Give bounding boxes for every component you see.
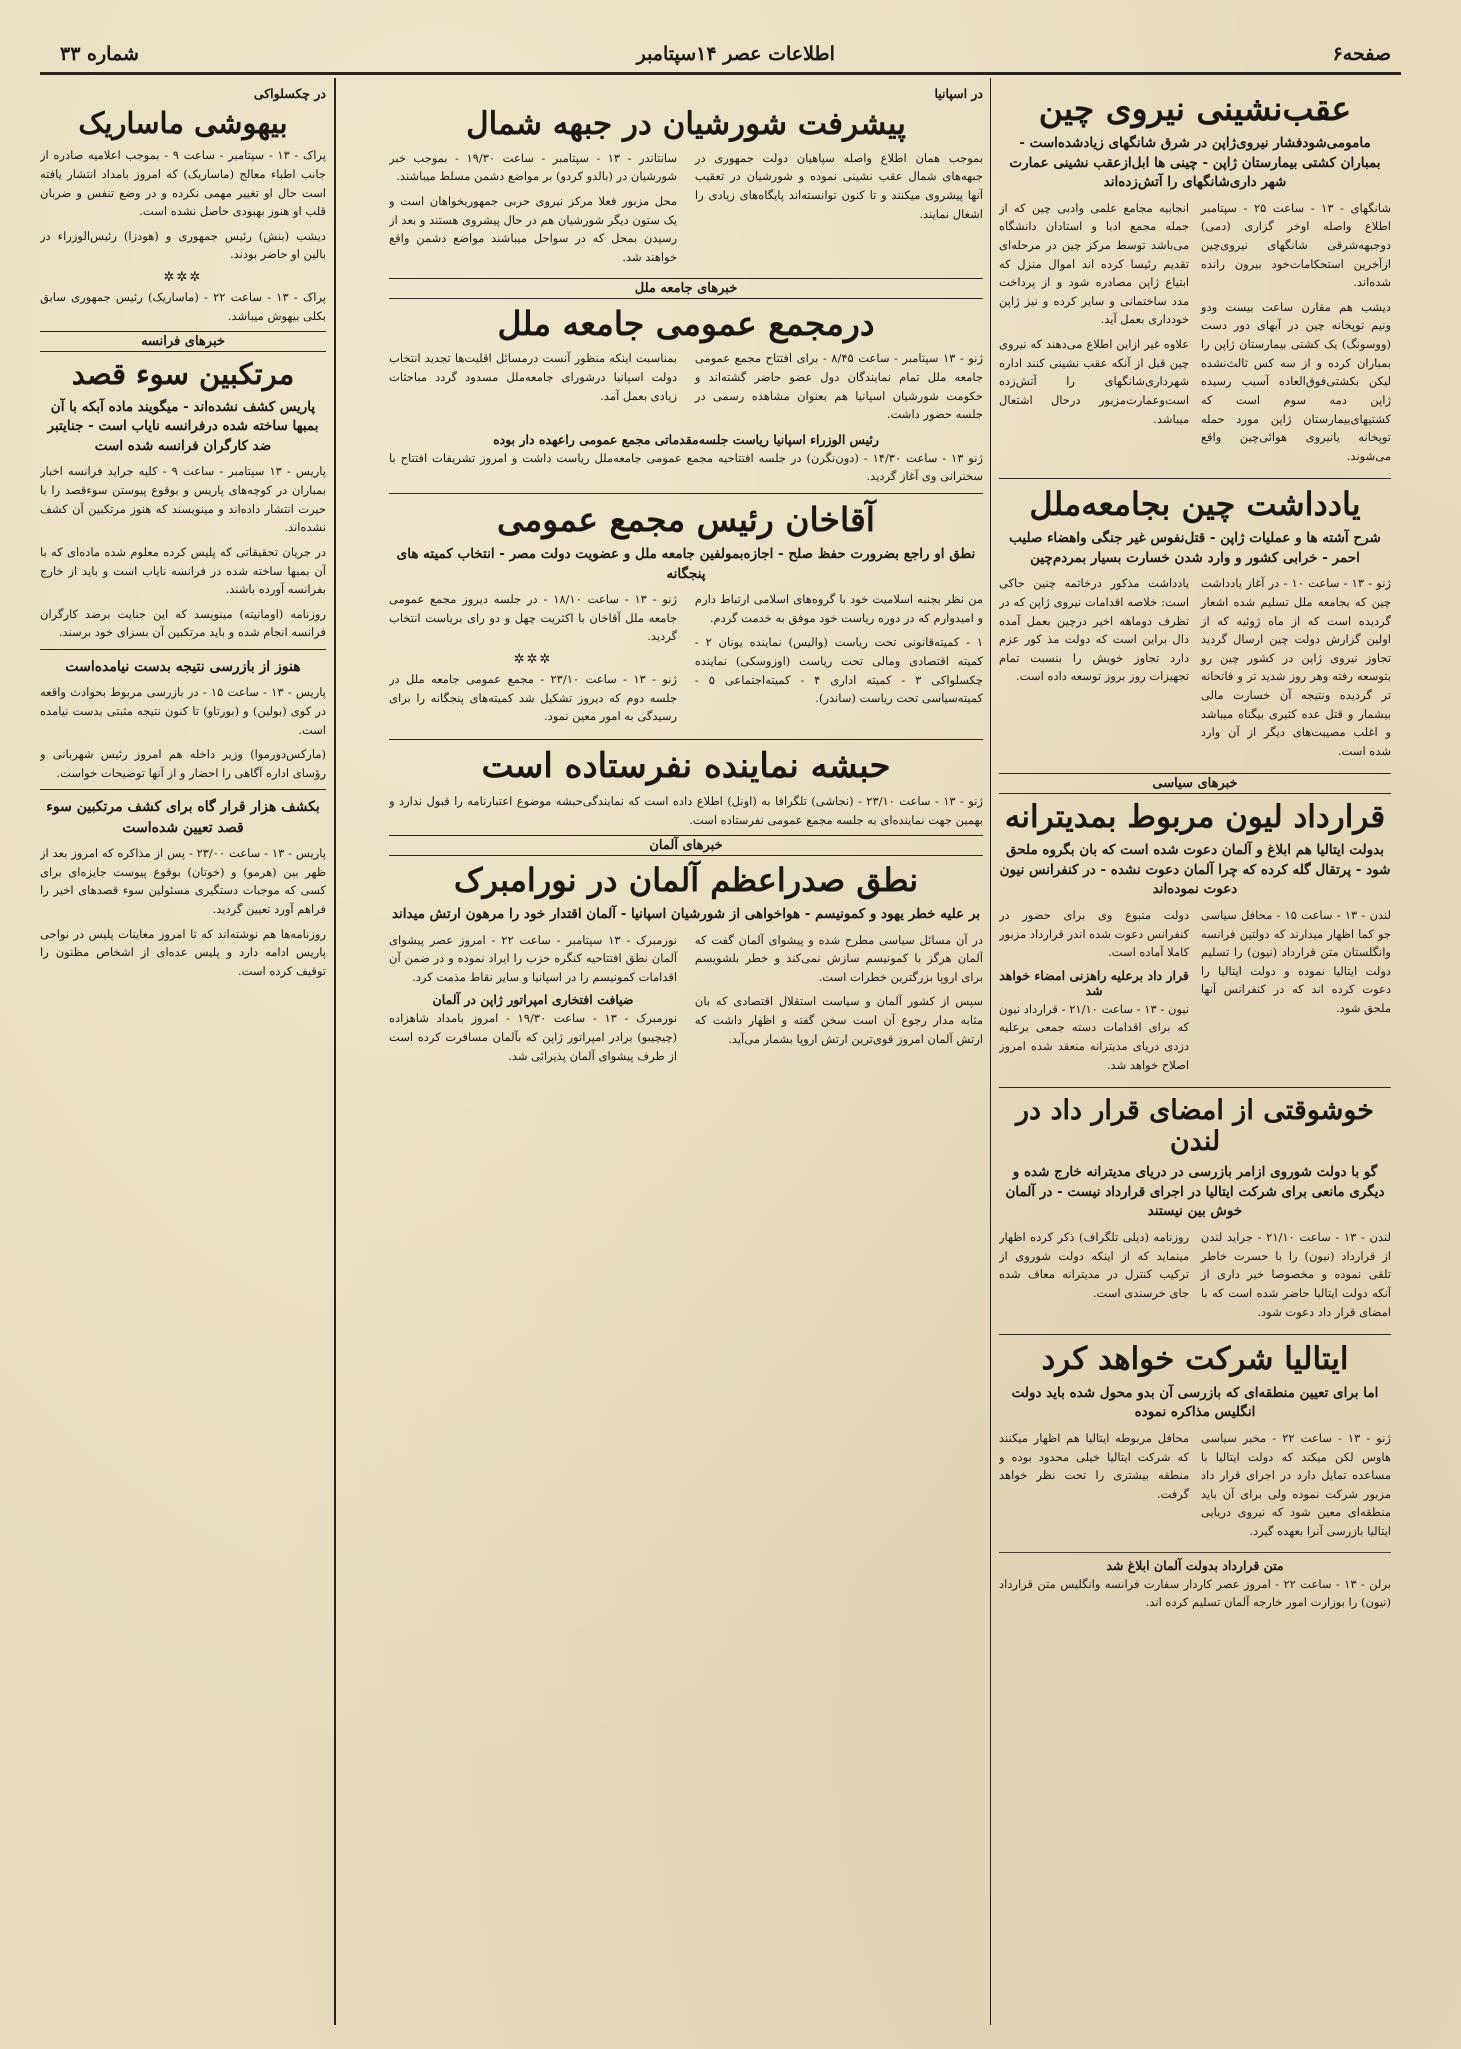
headline: یادداشت چین بجامعه‌ملل <box>1029 485 1361 524</box>
headline: بکشف هزار قرار گاه برای کشف مرتکبین سوء قصد تعیین شده‌است <box>46 799 320 836</box>
star-separator: ✲✲✲ <box>513 652 553 668</box>
article-rebels-advance <box>389 86 983 272</box>
subheadline: شرح آشته ها و عملیات ژاپن - قتل‌نفوس غیر جنگی واهضاء صلیب احمر - خرابی کشور و وارد شدن خسارت بسیار بمردم‌چین <box>1009 530 1381 566</box>
headline: هنوز از بازرسی نتیجه بدست نیامده‌است <box>65 659 301 675</box>
inline-heading: ضیافت افتخاری امپراتور ژاپن در آلمان <box>432 992 634 1008</box>
kicker: در چکسلواکی <box>253 86 326 101</box>
article-text: روزنامه (اومانیته) مینویسد که این جنایت برضد کارگران فرانسه انجام شده و باید مرتکبین آن بسزای خود برسند. <box>40 606 326 640</box>
paper-date: اطلاعات عصر ۱۴سپتامبر <box>636 43 835 65</box>
article-text: برلن - ۱۳ - ساعت ۲۲ - امروز عصر کاردار سفارت فرانسه وانگلیس متن قرارداد (نیون) را بوزارت امور خارجه آلمان تسلیم کرده اند. <box>999 1576 1391 1610</box>
kicker: در اسپانیا <box>934 86 983 101</box>
subheadline: بدولت ایتالیا هم ابلاغ و آلمان دعوت شده است که بان بگروه ملحق شود - پرتقال گله کرده که چرا آلمان دعوت نشده - در کنفرانس نیون دعوت نموده‌اند <box>999 842 1391 898</box>
headline: بیهوشی ماساریک <box>78 106 288 140</box>
column-rule-right <box>990 78 992 2025</box>
article-text: بمناسبت اینکه منظور آنست درمسائل اقلیت‌ها تجدید انتخاب دولت اسپانیا درشورای جامعه‌ملل مسدود گردد مباحثات زیادی بعمل آمد. <box>389 351 678 403</box>
article-text: محافل مربوطه ایتالیا هم اظهار میکنند که شرکت ایتالیا خیلی محدود بوده و منطقه بیشتری را تحت نظر خواهد گرفت. <box>999 1430 1190 1501</box>
article-text: نورمبرک - ۱۳ سپتامبر - ساعت ۲۲ - امروز عصر پیشوای آلمان نطق افتتاحیه کنگره حزب را ایراد نموده و در ضمن آن اقدامات کمونیسم را در اسپانیا و سایر نقاط مذمت کرد. <box>389 932 678 984</box>
divider <box>40 789 326 790</box>
subheadline: بر علیه خطر یهود و کمونیسم - هواخواهی از شورشیان اسپانیا - آلمان اقتدار خود را مرهون ارتش میداند <box>391 906 981 923</box>
article-masaryk <box>40 107 326 325</box>
article-london-satisfaction <box>999 1095 1391 1327</box>
article-text: روزنامه (دیلی تلگراف) ذکر کرده اظهار مینماید که از اینکه دولت شوروی از ترکیب کنترل در مدیترانه معاف شده جای خرسندی است. <box>999 1230 1190 1300</box>
inline-heading: رئیس الوزراء اسپانیا ریاست جلسه‌مقدماتی مجمع عمومی راعهده دار بوده <box>493 431 879 447</box>
article-text: دولت متبوع وی برای حضور در کنفرانس دعوت شده اندر قرارداد مزبور کاملا آماده است. <box>999 907 1190 960</box>
right-column <box>999 84 1391 2021</box>
article-text: روزنامه‌ها هم نوشته‌اند که تا امروز معاینات پلیس در نواحی پاریس ادامه دارد و پلیس عده‌ای از اشخاص مظنون را توقیف کرده است. <box>40 926 326 978</box>
subheadline: گو با دولت شوروی ازامر بازرسی در دریای مدیترانه خارج شده و دیگری مانعی برای شرکت ایتالیا در اجرای قرارداد نیست - در آلمان خوش بین نیستند <box>1005 1164 1385 1220</box>
divider <box>389 739 983 740</box>
divider <box>999 1552 1391 1553</box>
headline: ایتالیا شرکت خواهد کرد <box>1041 1341 1349 1378</box>
headline: عقب‌نشینی نیروی چین <box>1038 89 1352 128</box>
article-text: من نظر بجنبه اسلامیت خود با گروه‌های اسلامی ارتباط دارم و امیدوارم که در دوره ریاست خود موفق به خدمت گردم. <box>694 592 983 625</box>
section-label: خبرهای آلمان <box>389 835 983 856</box>
divider <box>999 1087 1391 1088</box>
article-text: علاوه غیر ازاین اطلاع می‌دهند که نیروی چین قبل از آنکه عقب نشینی کنند اداره شهرداری‌شانگهای را آتش‌زده است‌وعمارت‌مزبور درحال اشتعال میباشد. <box>999 337 1190 426</box>
column-rule-left <box>334 78 336 2025</box>
middle-column <box>389 84 983 2021</box>
section-label: خبرهای سیاسی <box>999 773 1391 794</box>
article-text: (مارکس‌دورموا) وزیر داخله هم امروز رئیس شهربانی و رؤسای اداره آگاهی را احضار و از آنها توضیحات خواست. <box>40 747 326 780</box>
article-text: ژنو - ۱۳ - ساعت ۲۲ - مخبر سیاسی هاوس لکن میکند که دولت ایتالیا با مساعده تمایل دارد در اجرای قرار داد مزبور شرکت نموده ولی برای آن باید منطقه‌ای معین شود که نیروی دریایی ایتالیا بازرسی آنرا بعهده گیرد. <box>1200 1430 1391 1539</box>
article-general-assembly <box>389 305 983 486</box>
article-text: یادداشت مذکور درخاتمه چنین حاکی است: خلاصه اقدامات نیروی ژاپن که در تظرف دوماهه اخیر درچین بعمل آمده دال براین است که دولت مذ کور عزم دارد تجاوز خویش را بنسبت تمام تجهیزات روز بروز توسعه داده است. <box>999 576 1190 684</box>
article-text: بموجب همان اطلاع واصله سپاهیان دولت جمهوری در جبهه‌های شمال عقب نشینی نموده و شورشیان در تعقیب آنها پیشروی میکنند و تا کنون توانسته‌اند پایگاه‌های زیادی را اشغال نمایند. <box>694 150 983 221</box>
article-china-note <box>999 486 1391 766</box>
article-text: در آن مسائل سیاسی مطرح شده و پیشوای آلمان گفت که آلمان هرگز با کمونیسم سازش نمی‌کند و خطر بلشویسم برای اروپا بزرگترین خطرات است. <box>694 932 983 984</box>
article-chancellor-speech <box>389 862 983 1071</box>
divider <box>389 493 983 494</box>
article-chinese-retreat <box>999 90 1391 471</box>
left-column <box>40 84 326 2021</box>
article-text: انجابیه مجامع علمی وادبی چین که از جمله مجمع ادبا و استادان دانشگاه می‌باشد توسط مرکز چین در مرحله‌ای تقدیم رئیسا کرده اند اموال منزل که ابتیاع ژاپن مصادره شود و از پرداخت مدد ساختمانی و سایر کرده و نیز ژاپن خودداری بعمل آید. <box>999 200 1190 327</box>
article-text: ژنو - ۱۳ - ساعت ۱۸/۱۰ - در جلسه دیروز مجمع عمومی جامعه ملل آقاخان با اکثریت چهل و دو رای بریاست انتخاب گردید. <box>389 592 678 644</box>
article-text: نورمبرک - ۱۳ - ساعت ۱۹/۳۰ - امروز بامداد شاهزاده (چیچیبو) برادر امپراتور ژاپن که بآلمان مسافرت کرده است از طرف پیشوای آلمان پذیرائی شد. <box>389 1011 678 1063</box>
inline-heading: متن قرارداد بدولت آلمان ابلاغ شد <box>1106 1557 1284 1573</box>
headline: درمجمع عمومی جامعه ملل <box>497 304 875 344</box>
article-ethiopia <box>389 747 983 829</box>
subheadline: اما برای تعیین منطقه‌ای که بازرسی آن بدو محول شده باید دولت انگلیس مذاکره نموده <box>1011 1384 1379 1421</box>
subheadline: ما‌مومی‌شود‌فشار نیروی‌ژاپن در شرق شانگهای زیاد‌شده‌است - بمباران کشتی بیمارستان ژاپن - چینی ها ابل‌از‌عقب نشینی عمارت شهر داری‌شانگهای را آتش‌زده‌اند <box>1009 134 1381 191</box>
masthead-rule <box>40 72 1401 75</box>
issue-number: شماره ۳۳ <box>60 43 139 65</box>
page-label: صفحه۶ <box>1332 43 1391 65</box>
article-text: در جریان تحقیقاتی که پلیس کرده معلوم شده ماده‌ای که با آن بمبها ساخته شده در فرانسه نایاب است و باید از خارج بفرانسه آورده باشند. <box>40 544 326 597</box>
article-text: ژنو ۱۳ - ساعت ۱۴/۳۰ - (دون‌نگرن) در جلسه افتتاحیه مجمع عمومی جامعه‌ملل ریاست داشت و امروز تشریفات افتتاح با سخنرانی وی آغاز گردید. <box>389 450 983 484</box>
article-text: ژنو - ۱۳ سپتامبر - ساعت ۸/۴۵ - برای افتتاح مجمع عمومی جامعه ملل تمام نمایندگان دول عضو حاضر گشته‌اند و حکومت شورشیان اسپانیا هم بعنوان مشاهده رسمی در جلسه حضور داشت. <box>694 351 983 422</box>
subheadline: پاریس کشف نشده‌اند - میگویند ماده آبکه با آن بمبها ساخته شده درفرانسه نایاب است - جنایتبر ضد کارگران فرانسه شده است <box>47 398 319 454</box>
article-text: دیشب هم مقارن ساعت بیست ودو ونیم توپخانه چین در آبهای دور دست (ووسونگ) یک کشتی بیمارستان ژاپن را بمباران کرده و از سه کس ثالث‌نشده لیکن بکشتی‌فوق‌العاده آسیب رسیده ژاپن دمه سوم است که کشتیهای‌بیمارستان ژاپن مورد حمله توپخانه یا‌نیروی هوائی‌چین واقع می‌شوند. <box>1200 299 1391 463</box>
divider <box>999 478 1391 479</box>
article-text: شانگهای - ۱۳ - ساعت ۲۵ - سپتامبر اطلاع واصله اوخر گزاری (دمی) دوجبهه‌شرقی شانگهای نیروی‌چین ازآخرین استحکامات‌خود بیرون رانده شده‌اند. <box>1200 200 1391 290</box>
article-text: لندن - ۱۳ - ساعت ۲۱/۱۰ - جراید لندن از قرارداد (نیون) را با حسرت خاطر تلقی نموده و مخصوصا خیر داری از آنکه دولت ایتالیا حاضر شده است که با امضای قرار داد دعوت شود. <box>1200 1230 1391 1319</box>
headline: حبشه نماینده نفرستاده است <box>481 745 891 786</box>
article-text: ۱ - کمیته‌قانونی تحت ریاست (والیس) نماینده یونان ۲ - کمیته اقتصادی ومالی تحت ریاست (اوزوسکی) نماینده چکسلواکی ۳ - کمیته اداری ۴ - کمیته‌اجتماعی ۵ - کمیته‌سیاسی تحت ریاست (ساندر). <box>694 635 983 706</box>
subheadline: نطق او راجع بضرورت حفظ صلح - اجازه‌بمولفین جامعه ملل و عضویت دولت مصر - انتخاب کمیته های پنجگانه <box>396 546 976 582</box>
article-text: ژنو - ۱۳ - ساعت ۲۳/۱۰ - مجمع عمومی جامعه ملل در جلسه دوم که دیروز تشکیل شد کمیته‌های پنجگانه را برای رسیدگی به امور معین نمود. <box>389 672 678 724</box>
headline: مرتکبین سوء قصد <box>71 357 295 392</box>
article-text: پاریس - ۱۳ - ساعت ۲۳/۰۰ - پس از مذاکره که امروز بعد از ظهر بین (هرمو) و (خوتان) بوقوع پیوست جایزه‌ای برای کسی که موجبات دستگیری مسئولین سوء قصدهای اخیر را فراهم آورد تعیین گردید. <box>40 846 326 916</box>
headline: نطق صدراعظم آلمان در نورامبرک <box>453 861 919 900</box>
article-text: سانتاندر - ۱۳ - سپتامبر - ساعت ۱۹/۳۰ - بموجب خبر شورشیان در (بالدو کردو) بر مواضع دشمن مسلط میباشند. <box>389 150 678 184</box>
article-text: ژنو - ۱۳ - ساعت ۲۳/۱۰ - (نجاشی) تلگرافا به (اونل) اطلاع داده است که نمایندگی‌حبشه موضوع اعتبارنامه را قبول ندارد و بهمین جهت نماینده‌ای به جلسه مجمع عمومی نفرستاده است. <box>389 793 983 827</box>
inline-heading: قرار داد برعلیه راهزنی امضاء خواهد شد <box>999 967 1189 998</box>
article-aga-khan <box>389 501 983 732</box>
section-label: خبرهای فرانسه <box>40 331 326 352</box>
headline: قرارداد لیون مربوط بمدیترانه <box>1004 798 1386 835</box>
divider <box>40 649 326 650</box>
headline: پیشرفت شورشیان در جبهه شمال <box>466 106 906 142</box>
masthead <box>60 38 1391 70</box>
article-text: پاریس - ۱۳ سپتامبر - ساعت ۹ - کلیه جراید فرانسه اخبار بمباران در کوچه‌های پاریس و بوقوع پیوستن سوءقصد را با حیرت انتشار داده‌اند و مینویسند که هنوز مرتکبین آن کشف نشده‌اند. <box>40 464 326 535</box>
article-text: پراک - ۱۳ - سپتامبر - ساعت ۹ - بموجب اعلامیه صادره از جانب اطباء معالج (ماساریک) که امروز بامداد انتشار یافته است حال او تغییر مهمی نکرده و در وضع تنفس و ضربان قلب او هنوز بهبودی حاصل نشده است. <box>40 148 326 219</box>
article-text: پاریس - ۱۳ - ساعت ۱۵ - در بازرسی مربوط بحوادث واقعه در کوی (بولین) و (بورتاو) تا کنون نتیجه مثبتی بدست نیامده است. <box>40 685 326 737</box>
article-italy-participation <box>999 1342 1391 1612</box>
article-assassination-attempt <box>40 358 326 642</box>
article-text: ژنو - ۱۳ - ساعت ۱۰ - در آغاز یادداشت چین که بجامعه ملل تسلیم شده اشعار گردیده است که از ماه ژوئیه که از اولین گزارش دولت چین ارسال گردید تجاوز نیروی ژاپن در کشور چین رو بتوسعه رفته وهر روز شدید تر و فاتحانه تر گردیده ونتیجه آن خسارت مالی بیشمار و قتل عده کثیری بیگناه میباشد و اغلب مصیبت‌های دیگر از آن وارد شده است. <box>1200 576 1391 758</box>
article-reward <box>40 797 326 980</box>
article-nyon-agreement <box>999 800 1391 1081</box>
article-investigation <box>40 657 326 782</box>
article-text: لندن - ۱۳ - ساعت ۱۵ - محافل سیاسی جو کما اظهار میدارند که دولتین فرانسه وانگلستان متن قرارداد (نیون) را تسلیم دولت ایتالیا نموده و دولت ایتالیا را دعوت کرده اند که در کنفرانس آنها ملحق شود. <box>1200 907 1391 1015</box>
divider <box>999 1334 1391 1335</box>
article-text: پراک - ۱۳ - ساعت ۲۲ - (ماساریک) رئیس جمهوری سابق بکلی بیهوش میباشد. <box>40 290 326 323</box>
article-text: دیشب (بنش) رئیس جمهوری و (هودزا) رئیس‌الوزراء در بالین او حاضر بودند. <box>40 228 326 262</box>
article-text: محل مزبور فعلا مرکز نیروی حربی جمهوریخواهان است و یک ستون دیگر شورشیان هم در حال پیشروی هستند و بعد از رسیدن بمحل که در سواحل میباشند مواضع دشمن واقع خواهند شد. <box>389 193 678 264</box>
section-label: خبرهای جامعه ملل <box>389 278 983 299</box>
article-text: سپس از کشور آلمان و سیاست استقلال اقتصادی که بان مثابه مدار رجوع آن است سخن گفته و اظهار داشت که ارتش آلمان امروز قوی‌ترین ارتش اروپا بشمار می‌آید. <box>694 994 983 1046</box>
headline: خوشوقتی از امضای قرار داد در لندن <box>1015 1095 1374 1158</box>
headline: آقاخان رئیس مجمع عمومی <box>497 500 875 540</box>
article-text: نیون - ۱۳ - ساعت ۲۱/۱۰ - قرارداد نیون که برای اقدامات دسته جمعی برعلیه دزدی دریای مدیترانه منعقد شده امروز اصلاح خواهد شد. <box>999 1001 1190 1072</box>
star-separator: ✲✲✲ <box>163 270 203 286</box>
